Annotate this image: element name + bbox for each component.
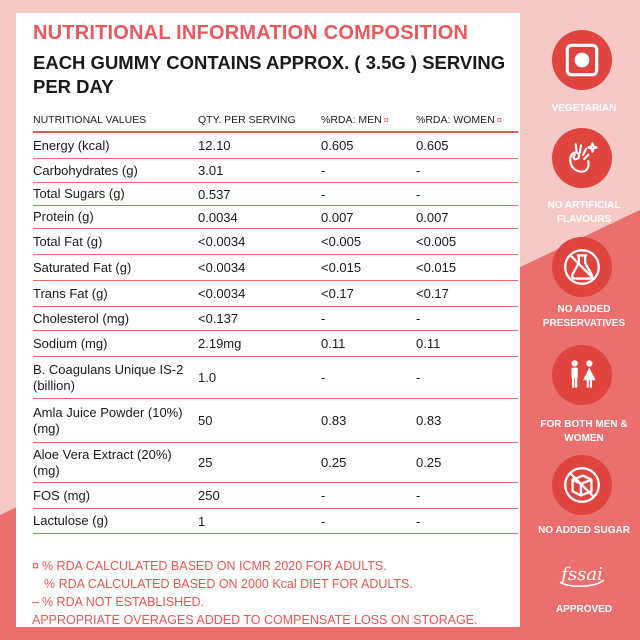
rda-women-value: <0.015 <box>416 260 457 275</box>
nutrient-name: Lactulose (g) <box>33 513 109 528</box>
rda-men-value: 0.11 <box>321 336 346 351</box>
qty-per-serving: 0.0034 <box>198 209 238 225</box>
table-row <box>33 281 518 307</box>
header-qty-per-serving: QTY. PER SERVING <box>198 114 296 126</box>
table-row <box>33 255 518 281</box>
rda-men-value: - <box>321 163 326 178</box>
table-row <box>33 509 518 534</box>
vegetarian-icon <box>552 30 612 90</box>
rda-men-value: - <box>321 513 326 529</box>
rda-women-value: - <box>416 370 421 385</box>
qty-per-serving: <0.0034 <box>198 286 246 301</box>
table-row <box>33 307 518 331</box>
badge-label-vegetarian: VEGETARIAN <box>551 103 617 114</box>
nutrient-name: B. Coagulans Unique IS-2 (billion) <box>33 361 184 393</box>
nutrient-name: Total Fat (g) <box>33 233 103 249</box>
table-row <box>33 443 518 483</box>
rda-mark: ¤ <box>496 115 502 125</box>
no-sugar-cube-icon <box>552 455 612 515</box>
nutrient-name: Amla Juice Powder (10%) (mg) <box>33 404 183 436</box>
page-title: NUTRITIONAL INFORMATION COMPOSITION <box>33 22 469 44</box>
serving-subtitle: EACH GUMMY CONTAINS APPROX. ( 3.5G ) SERVING PER DAY <box>33 52 506 97</box>
nutrient-name: Trans Fat (g) <box>33 285 108 301</box>
table-row <box>33 183 518 206</box>
rda-men-value: 0.83 <box>321 413 347 428</box>
rda-women-value: <0.17 <box>416 286 449 301</box>
nutrient-name: Aloe Vera Extract (20%) (mg) <box>33 446 172 478</box>
table-row <box>33 357 518 399</box>
qty-per-serving: 1.0 <box>198 370 217 385</box>
rda-men-value: <0.17 <box>321 286 354 301</box>
rda-men-value: - <box>321 186 326 202</box>
nutrient-name: Total Sugars (g) <box>33 186 125 201</box>
rda-women-value: - <box>416 186 421 202</box>
footnote: ¤ % RDA CALCULATED BASED ON ICMR 2020 FOR ADULTS. <box>32 559 387 573</box>
qty-per-serving: 1 <box>198 513 206 529</box>
footnote: – % RDA NOT ESTABLISHED. <box>32 595 205 609</box>
rda-women-value: <0.005 <box>416 234 457 249</box>
rda-men-value: <0.005 <box>321 234 362 249</box>
table-header <box>33 109 518 133</box>
qty-per-serving: 2.19mg <box>198 336 242 351</box>
rda-men-value: - <box>321 488 326 503</box>
nutrient-name: Carbohydrates (g) <box>33 162 138 178</box>
badge-label-no-added-preservatives: NO ADDED PRESERVATIVES <box>542 304 626 329</box>
table-row <box>33 229 518 255</box>
qty-per-serving: 12.10 <box>198 138 231 153</box>
ok-hand-sparkle-icon <box>552 128 612 188</box>
nutrient-name: Saturated Fat (g) <box>33 259 132 275</box>
rda-women-value: - <box>416 311 421 326</box>
nutrient-name: Cholesterol (mg) <box>33 310 130 326</box>
badge-label-no-added-sugar: NO ADDED SUGAR <box>538 525 630 536</box>
badge-label-for-both-men-women: FOR BOTH MEN & WOMEN <box>540 419 628 444</box>
rda-men-value: 0.25 <box>321 455 347 470</box>
nutrition-table <box>33 109 518 534</box>
svg-text:fssai: fssai <box>561 564 603 585</box>
qty-per-serving: 250 <box>198 488 220 503</box>
rda-men-value: 0.605 <box>321 138 354 153</box>
rda-men-value: <0.015 <box>321 260 362 275</box>
rda-women-value: 0.25 <box>416 455 442 470</box>
rda-women-value: 0.007 <box>416 209 449 225</box>
man-woman-icon <box>552 345 612 405</box>
qty-per-serving: <0.0034 <box>198 260 246 275</box>
footnotes <box>32 557 522 629</box>
nutrition-card <box>16 13 520 627</box>
qty-per-serving: 0.537 <box>198 186 231 202</box>
table-row <box>33 331 518 357</box>
feature-badges <box>528 0 640 640</box>
rda-mark: ¤ <box>383 115 389 125</box>
rda-women-value: 0.83 <box>416 413 442 428</box>
qty-per-serving: 3.01 <box>198 163 224 178</box>
table-row <box>33 483 518 509</box>
fssai-logo <box>554 558 610 598</box>
table-body <box>33 133 518 534</box>
nutrient-name: FOS (mg) <box>33 487 91 503</box>
qty-per-serving: <0.137 <box>198 311 239 326</box>
header-rda-men: %RDA: MEN ¤ <box>321 114 389 126</box>
rda-women-value: - <box>416 163 421 178</box>
qty-per-serving: 25 <box>198 455 213 470</box>
footnote: APPROPRIATE OVERAGES ADDED TO COMPENSATE LOSS ON STORAGE. <box>32 613 478 627</box>
table-row <box>33 206 518 229</box>
qty-per-serving: 50 <box>198 413 213 428</box>
rda-women-value: 0.11 <box>416 336 441 351</box>
table-row <box>33 399 518 443</box>
rda-women-value: - <box>416 513 421 529</box>
rda-men-value: - <box>321 311 326 326</box>
footnote: % RDA CALCULATED BASED ON 2000 Kcal DIET FOR ADULTS. <box>44 577 413 591</box>
header-nutritional-values: NUTRITIONAL VALUES <box>33 114 147 126</box>
nutrient-name: Protein (g) <box>33 209 94 224</box>
badge-label-no-artificial-flavours: NO ARTIFICIAL FLAVOURS <box>547 200 621 225</box>
table-row <box>33 159 518 183</box>
rda-men-value: 0.007 <box>321 209 354 225</box>
nutrient-name: Energy (kcal) <box>33 137 110 153</box>
qty-per-serving: <0.0034 <box>198 234 246 249</box>
no-flask-icon <box>552 237 612 297</box>
rda-men-value: - <box>321 370 326 385</box>
table-row <box>33 133 518 159</box>
rda-women-value: 0.605 <box>416 138 449 153</box>
header-rda-women: %RDA: WOMEN ¤ <box>416 114 502 126</box>
nutrient-name: Sodium (mg) <box>33 335 108 351</box>
rda-women-value: - <box>416 488 421 503</box>
fssai-approved-label: APPROVED <box>555 604 613 615</box>
